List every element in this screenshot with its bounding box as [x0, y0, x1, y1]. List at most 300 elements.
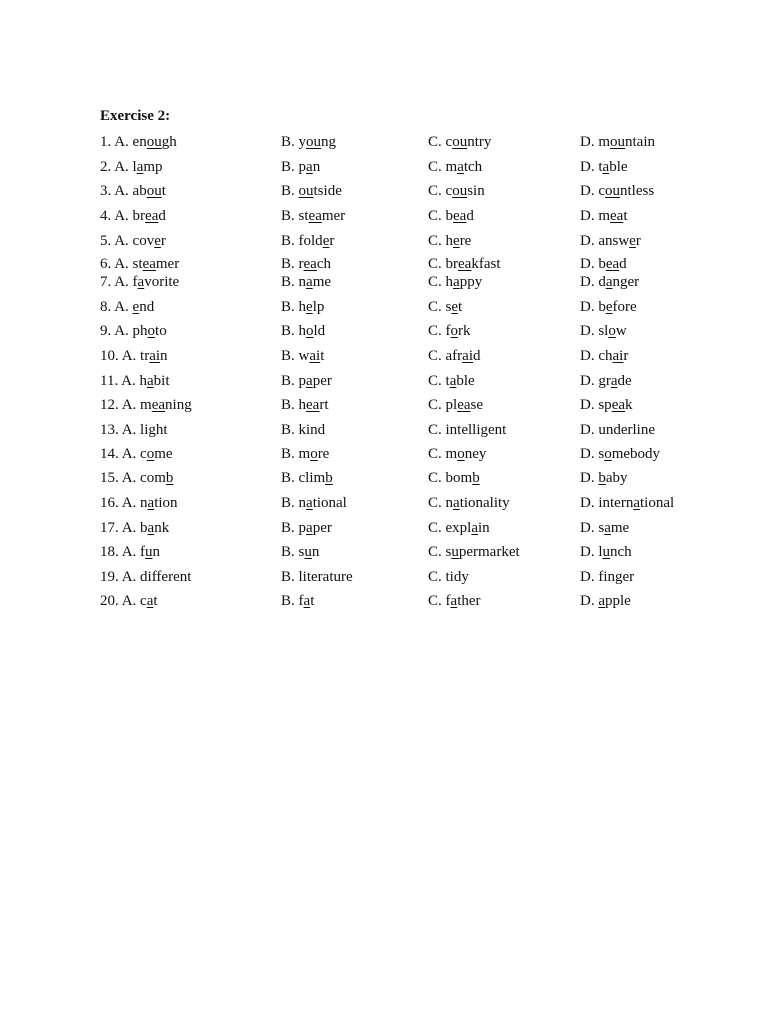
- underlined-letters: a: [306, 373, 313, 389]
- word-part: me: [312, 274, 332, 290]
- question-number: 10.: [100, 348, 119, 364]
- option-word: [140, 593, 158, 609]
- option-c: [428, 254, 501, 274]
- word-part: d: [598, 274, 606, 290]
- word-part: ld: [313, 323, 326, 339]
- option-word: [598, 233, 641, 249]
- word-part: light: [140, 422, 168, 438]
- word-part: tionality: [459, 495, 510, 511]
- underlined-letters: a: [453, 274, 460, 290]
- question-row: [0, 132, 768, 152]
- option-b: [281, 371, 332, 391]
- option-d: [580, 542, 632, 562]
- word-part: mer: [155, 256, 180, 272]
- word-part: t: [458, 299, 463, 315]
- option-letter: B.: [281, 274, 295, 290]
- option-b: [281, 181, 342, 201]
- option-letter: B.: [281, 183, 295, 199]
- question-number: 13.: [100, 422, 119, 438]
- option-d: [580, 346, 628, 366]
- option-word: [299, 397, 329, 413]
- word-part: literature: [298, 569, 353, 585]
- option-word: [598, 323, 626, 339]
- question-row: [0, 254, 768, 274]
- underlined-letters: ou: [306, 134, 322, 150]
- option-word: [133, 274, 180, 290]
- option-letter: A.: [114, 134, 129, 150]
- option-letter: A.: [114, 299, 129, 315]
- underlined-letters: u: [145, 544, 153, 560]
- option-letter: A.: [121, 544, 137, 560]
- option-word: [299, 470, 333, 486]
- word-part: w: [615, 323, 627, 339]
- option-word: [133, 299, 155, 315]
- option-word: [446, 422, 507, 438]
- option-word: [299, 323, 326, 339]
- option-word: [598, 373, 631, 389]
- option-letter: C.: [428, 569, 442, 585]
- option-b: [281, 591, 314, 611]
- option-b: [281, 395, 329, 415]
- option-c: [428, 518, 490, 538]
- word-part: m: [445, 159, 458, 175]
- question-number: 17.: [100, 520, 119, 536]
- underlined-letters: o: [450, 323, 459, 339]
- question-number: 19.: [100, 569, 119, 585]
- word-part: h: [445, 233, 454, 249]
- word-part: s: [598, 520, 605, 536]
- option-letter: B.: [281, 470, 295, 486]
- word-part: tside: [313, 183, 342, 199]
- option-d: [580, 254, 627, 274]
- option-a: [100, 321, 167, 341]
- word-part: p: [298, 373, 307, 389]
- option-letter: B.: [281, 593, 295, 609]
- word-part: ppy: [459, 274, 483, 290]
- option-c: [428, 444, 486, 464]
- option-letter: B.: [281, 323, 295, 339]
- option-word: [446, 446, 487, 462]
- word-part: sl: [598, 323, 609, 339]
- word-part: ab: [132, 183, 147, 199]
- underlined-letters: a: [605, 274, 613, 290]
- word-part: nk: [154, 520, 170, 536]
- underlined-letters: e: [306, 299, 313, 315]
- underlined-letters: a: [633, 495, 641, 511]
- word-part: c: [445, 134, 453, 150]
- underlined-letters: a: [303, 593, 311, 609]
- word-part: n: [445, 495, 454, 511]
- option-letter: B.: [281, 208, 295, 224]
- question-row: [0, 567, 768, 587]
- word-part: per: [312, 520, 332, 536]
- word-part: h: [298, 397, 307, 413]
- word-part: ther: [457, 593, 481, 609]
- option-word: [446, 569, 469, 585]
- word-part: b: [598, 256, 606, 272]
- option-letter: D.: [580, 446, 595, 462]
- word-part: r: [329, 233, 335, 249]
- word-part: mer: [321, 208, 346, 224]
- word-part: c: [140, 593, 147, 609]
- word-part: ph: [132, 323, 148, 339]
- word-part: t: [623, 208, 628, 224]
- option-word: [140, 446, 173, 462]
- word-part: p: [298, 520, 307, 536]
- question-number: 7.: [100, 274, 112, 290]
- underlined-letters: ai: [309, 348, 321, 364]
- option-word: [299, 183, 342, 199]
- question-row: [0, 518, 768, 538]
- word-part: d: [473, 348, 481, 364]
- option-c: [428, 567, 469, 587]
- question-number: 16.: [100, 495, 119, 511]
- option-word: [140, 470, 173, 486]
- word-part: c: [140, 446, 147, 462]
- option-letter: B.: [281, 446, 295, 462]
- option-letter: D.: [580, 274, 595, 290]
- option-letter: A.: [121, 373, 136, 389]
- word-part: finger: [598, 569, 635, 585]
- question-row: [0, 371, 768, 391]
- underlined-letters: o: [457, 446, 465, 462]
- option-letter: D.: [580, 495, 595, 511]
- word-part: vorite: [144, 274, 180, 290]
- option-word: [446, 134, 492, 150]
- question-number: 9.: [100, 323, 112, 339]
- option-letter: B.: [281, 569, 295, 585]
- option-letter: B.: [281, 348, 295, 364]
- word-part: d: [619, 256, 627, 272]
- option-c: [428, 272, 482, 292]
- word-part: n: [152, 544, 161, 560]
- word-part: rk: [458, 323, 471, 339]
- option-word: [140, 397, 192, 413]
- option-letter: A.: [121, 397, 137, 413]
- underlined-letters: o: [310, 446, 318, 462]
- word-part: de: [617, 373, 632, 389]
- option-letter: B.: [281, 397, 295, 413]
- option-word: [299, 422, 326, 438]
- word-part: t: [153, 593, 158, 609]
- word-part: t: [310, 593, 315, 609]
- option-c: [428, 493, 510, 513]
- option-word: [299, 495, 347, 511]
- option-letter: A.: [121, 446, 137, 462]
- option-c: [428, 346, 481, 366]
- option-a: [100, 181, 166, 201]
- option-word: [598, 446, 660, 462]
- word-part: s: [598, 446, 605, 462]
- word-part: lp: [312, 299, 325, 315]
- question-row: [0, 157, 768, 177]
- option-a: [100, 297, 154, 317]
- option-letter: A.: [121, 569, 137, 585]
- word-part: ble: [456, 373, 475, 389]
- word-part: gh: [161, 134, 177, 150]
- option-word: [133, 159, 163, 175]
- option-c: [428, 297, 462, 317]
- option-word: [598, 183, 654, 199]
- underlined-letters: a: [610, 373, 618, 389]
- word-part: nch: [610, 544, 632, 560]
- word-part: h: [445, 274, 454, 290]
- word-part: ntain: [625, 134, 656, 150]
- option-c: [428, 181, 485, 201]
- option-letter: C.: [428, 134, 442, 150]
- option-word: [133, 323, 167, 339]
- word-part: s: [298, 544, 305, 560]
- underlined-letters: e: [605, 299, 613, 315]
- word-part: m: [298, 446, 311, 462]
- option-c: [428, 468, 480, 488]
- option-d: [580, 395, 633, 415]
- word-part: ng: [321, 134, 337, 150]
- word-part: m: [140, 397, 152, 413]
- option-a: [100, 272, 179, 292]
- option-word: [299, 256, 332, 272]
- word-part: tr: [140, 348, 150, 364]
- option-b: [281, 231, 334, 251]
- option-c: [428, 395, 483, 415]
- option-letter: A.: [114, 233, 129, 249]
- question-row: [0, 346, 768, 366]
- underlined-letters: ea: [142, 256, 156, 272]
- option-word: [598, 422, 655, 438]
- word-part: d: [158, 208, 166, 224]
- underlined-letters: a: [450, 593, 458, 609]
- word-part: r: [160, 233, 166, 249]
- word-part: m: [598, 134, 611, 150]
- option-letter: D.: [580, 256, 595, 272]
- underlined-letters: b: [165, 470, 174, 486]
- word-part: pl: [445, 397, 458, 413]
- underlined-letters: ea: [151, 397, 166, 413]
- option-letter: B.: [281, 134, 295, 150]
- question-number: 6.: [100, 256, 112, 272]
- option-word: [446, 470, 480, 486]
- option-word: [446, 256, 501, 272]
- option-word: [446, 274, 483, 290]
- underlined-letters: o: [306, 323, 314, 339]
- option-word: [299, 274, 332, 290]
- word-part: me: [610, 520, 630, 536]
- word-part: ntry: [467, 134, 492, 150]
- option-a: [100, 395, 192, 415]
- option-d: [580, 297, 637, 317]
- option-b: [281, 346, 324, 366]
- question-number: 4.: [100, 208, 112, 224]
- option-word: [133, 208, 166, 224]
- option-c: [428, 321, 471, 341]
- option-c: [428, 591, 481, 611]
- option-b: [281, 542, 319, 562]
- option-a: [100, 542, 160, 562]
- underlined-letters: o: [608, 323, 616, 339]
- option-a: [100, 493, 178, 513]
- option-letter: B.: [281, 520, 295, 536]
- word-part: gr: [598, 373, 611, 389]
- question-row: [0, 444, 768, 464]
- word-part: bit: [153, 373, 170, 389]
- underlined-letters: ea: [611, 397, 626, 413]
- word-part: st: [132, 256, 143, 272]
- question-row: [0, 591, 768, 611]
- option-word: [299, 544, 320, 560]
- underlined-letters: ea: [453, 208, 467, 224]
- underlined-letters: a: [146, 593, 154, 609]
- option-d: [580, 468, 628, 488]
- option-a: [100, 346, 168, 366]
- question-number: 2.: [100, 159, 112, 175]
- option-word: [598, 470, 627, 486]
- option-a: [100, 420, 168, 440]
- question-number: 20.: [100, 593, 119, 609]
- option-d: [580, 157, 628, 177]
- underlined-letters: a: [136, 159, 144, 175]
- underlined-letters: ea: [308, 208, 322, 224]
- underlined-letters: a: [306, 274, 313, 290]
- option-letter: A.: [121, 495, 137, 511]
- question-number: 12.: [100, 397, 119, 413]
- option-letter: A.: [114, 256, 129, 272]
- option-word: [598, 299, 636, 315]
- option-word: [140, 544, 160, 560]
- option-c: [428, 542, 520, 562]
- option-d: [580, 591, 631, 611]
- option-a: [100, 591, 158, 611]
- word-part: n: [160, 348, 168, 364]
- word-part: intelligent: [445, 422, 507, 438]
- option-letter: C.: [428, 373, 442, 389]
- option-letter: D.: [580, 299, 595, 315]
- option-letter: B.: [281, 233, 295, 249]
- question-number: 5.: [100, 233, 112, 249]
- word-part: b: [445, 208, 454, 224]
- option-letter: A.: [114, 183, 129, 199]
- option-letter: D.: [580, 593, 595, 609]
- option-word: [598, 397, 632, 413]
- option-word: [133, 233, 166, 249]
- option-word: [133, 256, 180, 272]
- option-word: [446, 183, 485, 199]
- underlined-letters: ou: [452, 134, 468, 150]
- option-word: [299, 446, 330, 462]
- underlined-letters: ou: [298, 183, 314, 199]
- underlined-letters: b: [325, 470, 333, 486]
- word-part: s: [445, 544, 452, 560]
- option-letter: A.: [121, 520, 137, 536]
- underlined-letters: ou: [146, 183, 162, 199]
- option-letter: B.: [281, 422, 295, 438]
- option-d: [580, 181, 654, 201]
- word-part: expl: [445, 520, 472, 536]
- option-letter: D.: [580, 544, 595, 560]
- underlined-letters: b: [598, 470, 606, 486]
- option-word: [446, 159, 483, 175]
- option-d: [580, 371, 632, 391]
- option-d: [580, 132, 655, 152]
- question-row: [0, 468, 768, 488]
- underlined-letters: a: [471, 520, 479, 536]
- option-letter: D.: [580, 569, 595, 585]
- word-part: ble: [609, 159, 628, 175]
- option-letter: A.: [114, 159, 129, 175]
- option-letter: D.: [580, 323, 595, 339]
- word-part: t: [320, 348, 325, 364]
- option-letter: A.: [121, 470, 137, 486]
- option-word: [598, 208, 627, 224]
- option-word: [133, 183, 166, 199]
- underlined-letters: ea: [610, 208, 624, 224]
- word-part: me: [154, 446, 173, 462]
- word-part: kind: [298, 422, 326, 438]
- word-part: h: [298, 299, 307, 315]
- underlined-letters: e: [451, 299, 459, 315]
- option-b: [281, 444, 329, 464]
- word-part: sp: [598, 397, 612, 413]
- word-part: permarket: [458, 544, 520, 560]
- underlined-letters: a: [147, 520, 155, 536]
- underlined-letters: ai: [612, 348, 624, 364]
- option-letter: C.: [428, 544, 442, 560]
- underlined-letters: e: [132, 299, 140, 315]
- word-part: y: [298, 134, 307, 150]
- option-a: [100, 371, 170, 391]
- option-word: [598, 495, 674, 511]
- word-part: clim: [298, 470, 326, 486]
- question-row: [0, 395, 768, 415]
- word-part: r: [298, 256, 304, 272]
- option-letter: C.: [428, 495, 442, 511]
- option-word: [299, 569, 353, 585]
- option-letter: C.: [428, 208, 442, 224]
- option-letter: A.: [121, 348, 137, 364]
- option-word: [598, 593, 631, 609]
- option-letter: D.: [580, 373, 595, 389]
- option-letter: D.: [580, 422, 595, 438]
- option-letter: A.: [114, 208, 129, 224]
- option-word: [133, 134, 177, 150]
- underlined-letters: ai: [462, 348, 473, 364]
- word-part: b: [140, 520, 148, 536]
- option-d: [580, 444, 660, 464]
- option-word: [598, 348, 628, 364]
- word-part: p: [298, 159, 307, 175]
- option-b: [281, 272, 331, 292]
- option-word: [299, 348, 325, 364]
- option-c: [428, 157, 482, 177]
- underlined-letters: a: [453, 495, 460, 511]
- option-b: [281, 297, 324, 317]
- word-part: com: [140, 470, 166, 486]
- word-part: st: [298, 208, 309, 224]
- word-part: n: [312, 159, 321, 175]
- option-a: [100, 231, 166, 251]
- underlined-letters: a: [306, 495, 313, 511]
- word-part: f: [298, 593, 304, 609]
- option-d: [580, 567, 634, 587]
- word-part: tional: [640, 495, 675, 511]
- underlined-letters: ea: [457, 397, 471, 413]
- underlined-letters: a: [306, 159, 313, 175]
- word-part: sin: [467, 183, 485, 199]
- underlined-letters: a: [147, 495, 155, 511]
- word-part: l: [598, 544, 603, 560]
- option-letter: D.: [580, 470, 595, 486]
- question-number: 11.: [100, 373, 119, 389]
- question-row: [0, 297, 768, 317]
